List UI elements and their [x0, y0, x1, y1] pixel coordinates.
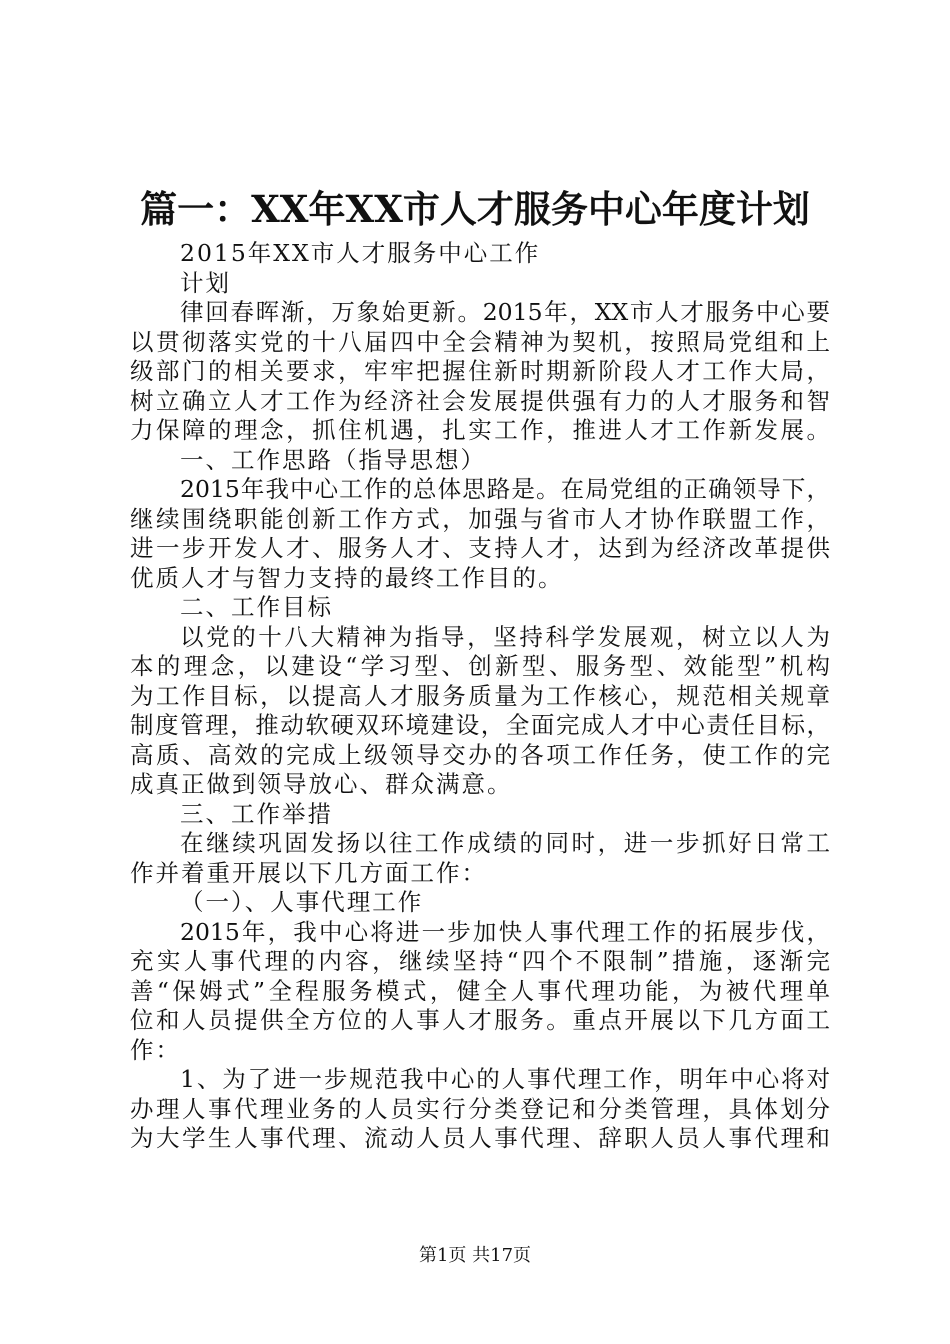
text-line: 以党的十八大精神为指导，坚持科学发展观，树立以人为 — [180, 622, 830, 651]
text-line: 办理人事代理业务的人员实行分类登记和分类管理，具体划分 — [130, 1094, 830, 1123]
text-line: 力保障的理念，抓住机遇，扎实工作，推进人才工作新发展。 — [130, 416, 830, 444]
section-heading: 一、工作思路（指导思想） — [180, 445, 486, 474]
text-line: 本的理念，以建设“学习型、创新型、服务型、效能型”机构 — [130, 652, 830, 680]
text-line: 级部门的相关要求，牢牢把握住新时期新阶段人才工作大局， — [130, 357, 830, 385]
text-line: 树立确立人才工作为经济社会发展提供强有力的人才服务和智 — [130, 386, 830, 415]
page-number-footer: 第1页 共17页 — [418, 1245, 532, 1266]
text-line: 为大学生人事代理、流动人员人事代理、辞职人员人事代理和 — [130, 1124, 830, 1152]
text-line: 成真正做到领导放心、群众满意。 — [130, 770, 513, 798]
subsection-heading: （一）、人事代理工作 — [180, 888, 424, 916]
text-line: 进一步开发人才、服务人才、支持人才，达到为经济改革提供 — [130, 534, 830, 562]
text-line: 1、为了进一步规范我中心的人事代理工作，明年中心将对 — [180, 1065, 830, 1093]
text-line: 为工作目标，以提高人才服务质量为工作核心，规范相关规章 — [130, 681, 830, 710]
text-line: 律回春晖渐，万象始更新。2015年，XX市人才服务中心要 — [180, 298, 830, 326]
text-line: 2015年，我中心将进一步加快人事代理工作的拓展步伐， — [180, 917, 830, 946]
text-line: 以贯彻落实党的十八届四中全会精神为契机，按照局党组和上 — [130, 327, 830, 356]
text-line: 作： — [130, 1035, 181, 1064]
text-line: 继续围绕职能创新工作方式，加强与省市人才协作联盟工作， — [130, 504, 830, 533]
text-line: 优质人才与智力支持的最终工作目的。 — [130, 563, 564, 592]
text-line: 善“保姆式”全程服务模式，健全人事代理功能，为被代理单 — [130, 976, 830, 1005]
text-line: 位和人员提供全方位的人事人才服务。重点开展以下几方面工 — [130, 1006, 830, 1034]
text-line: 作并着重开展以下几方面工作： — [130, 858, 487, 887]
section-heading: 三、工作举措 — [180, 799, 333, 828]
text-line: 制度管理，推动软硬双环境建设，全面完成人才中心责任目标， — [130, 711, 830, 739]
document-body — [130, 239, 830, 1154]
section-heading: 二、工作目标 — [180, 593, 333, 621]
document-title: 篇一：XX年XX市人才服务中心年度计划 — [140, 187, 810, 231]
text-line: 高质、高效的完成上级领导交办的各项工作任务，使工作的完 — [130, 740, 830, 769]
text-line: 充实人事代理的内容，继续坚持“四个不限制”措施，逐渐完 — [130, 947, 830, 975]
text-line: 2015年XX市人才服务中心工作 — [180, 239, 541, 267]
text-line: 在继续巩固发扬以往工作成绩的同时，进一步抓好日常工 — [180, 829, 830, 857]
text-line: 2015年我中心工作的总体思路是。在局党组的正确领导下， — [180, 475, 830, 503]
text-line: 计划 — [180, 268, 231, 297]
